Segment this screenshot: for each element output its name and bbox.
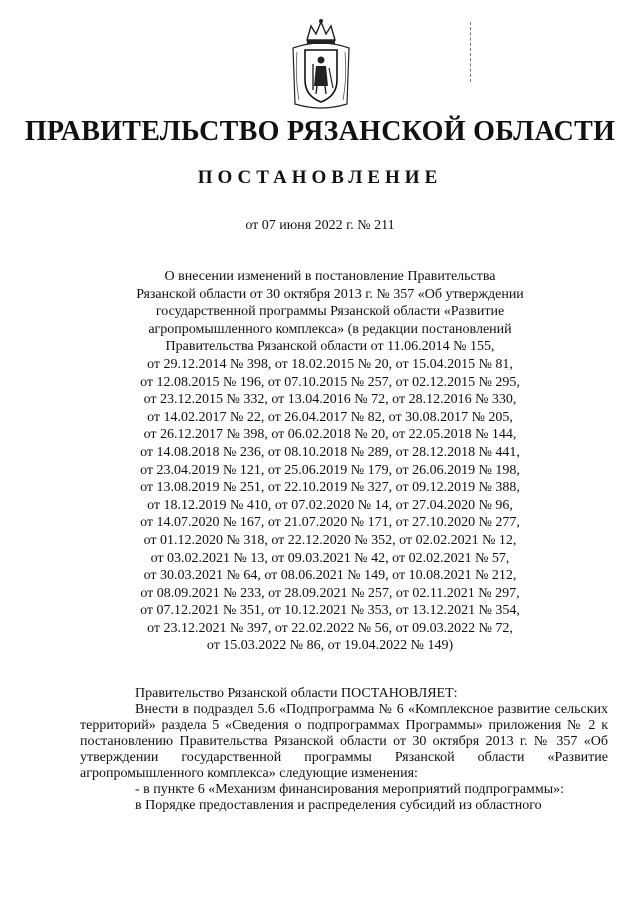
resolution-statement: Правительство Рязанской области ПОСТАНОВЛЯЕТ: (135, 686, 458, 701)
subject-line: от 26.12.2017 № 398, от 06.02.2018 № 20, от 22.05.2018 № 144, (143, 427, 517, 443)
subject-line: от 01.12.2020 № 318, от 22.12.2020 № 352, от 02.02.2021 № 12, (143, 532, 517, 548)
body-paragraph: в Порядке предоставления и распределения субсидий из областного (135, 798, 542, 813)
subject-line: государственной программы Рязанской области «Развитие (155, 304, 505, 320)
subject-line: от 30.03.2021 № 64, от 08.06.2021 № 149, от 10.08.2021 № 212, (143, 568, 517, 584)
document-type: ПОСТАНОВЛЕНИЕ (197, 167, 443, 188)
subject-line: от 13.08.2019 № 251, от 22.10.2019 № 327, от 09.12.2019 № 388, (140, 480, 520, 496)
subject-line: О внесении изменений в постановление Правительства (164, 269, 496, 284)
subject-line: от 14.07.2020 № 167, от 21.07.2020 № 171, от 27.10.2020 № 277, (140, 515, 520, 531)
subject-line: от 18.12.2019 № 410, от 07.02.2020 № 14, от 27.04.2020 № 96, (147, 497, 513, 513)
document-subject (95, 268, 565, 655)
body-bullet: - в пункте 6 «Механизм финансирования мероприятий подпрограммы»: (135, 782, 565, 797)
coat-of-arms-emblem (289, 18, 353, 114)
subject-line: от 03.02.2021 № 13, от 09.03.2021 № 42, от 02.02.2021 № 57, (150, 550, 510, 566)
subject-line: от 15.03.2022 № 86, от 19.04.2022 № 149) (206, 638, 454, 654)
subject-line: от 23.12.2021 № 397, от 22.02.2022 № 56, от 09.03.2022 № 72, (147, 620, 513, 636)
subject-line: от 07.12.2021 № 351, от 10.12.2021 № 353, от 13.12.2021 № 354, (140, 603, 520, 619)
subject-line: от 08.09.2021 № 233, от 28.09.2021 № 257, от 02.11.2021 № 297, (140, 585, 520, 601)
subject-line: от 12.08.2015 № 196, от 07.10.2015 № 257, от 02.12.2015 № 295, (140, 374, 520, 390)
subject-line: от 14.02.2017 № 22, от 26.04.2017 № 82, от 30.08.2017 № 205, (147, 409, 513, 425)
subject-line: от 14.08.2018 № 236, от 08.10.2018 № 289, от 28.12.2018 № 441, (140, 444, 520, 460)
page-title: ПРАВИТЕЛЬСТВО РЯЗАНСКОЙ ОБЛАСТИ (24, 116, 616, 147)
subject-line: агропромышленного комплекса» (в редакции постановлений (148, 321, 512, 337)
subject-line: Рязанской области от 30 октября 2013 г. № 357 «Об утверждении (136, 286, 524, 302)
margin-mark (470, 22, 473, 82)
subject-line: от 23.12.2015 № 332, от 13.04.2016 № 72, от 28.12.2016 № 330, (143, 392, 517, 408)
body-paragraph: Внести в подраздел 5.6 «Подпрограмма № 6 «Комплексное развитие сельских территорий» раздела 5 «Сведения о подпрограммах Программы» приложения № 2 к постановлению Правительства Рязанской области от 30 октября 2013 г. № 357 «Об утверждении государственной программы Рязанской области «Развитие агропромышленного комплекса» следующие изменения: (80, 702, 608, 781)
document-body (80, 686, 608, 814)
subject-line: от 29.12.2014 № 398, от 18.02.2015 № 20, от 15.04.2015 № 81, (147, 356, 513, 372)
document-date: от 07 июня 2022 г. № 211 (245, 218, 395, 233)
subject-line: от 23.04.2019 № 121, от 25.06.2019 № 179, от 26.06.2019 № 198, (140, 462, 520, 478)
subject-line: Правительства Рязанской области от 11.06.2014 № 155, (165, 339, 495, 355)
